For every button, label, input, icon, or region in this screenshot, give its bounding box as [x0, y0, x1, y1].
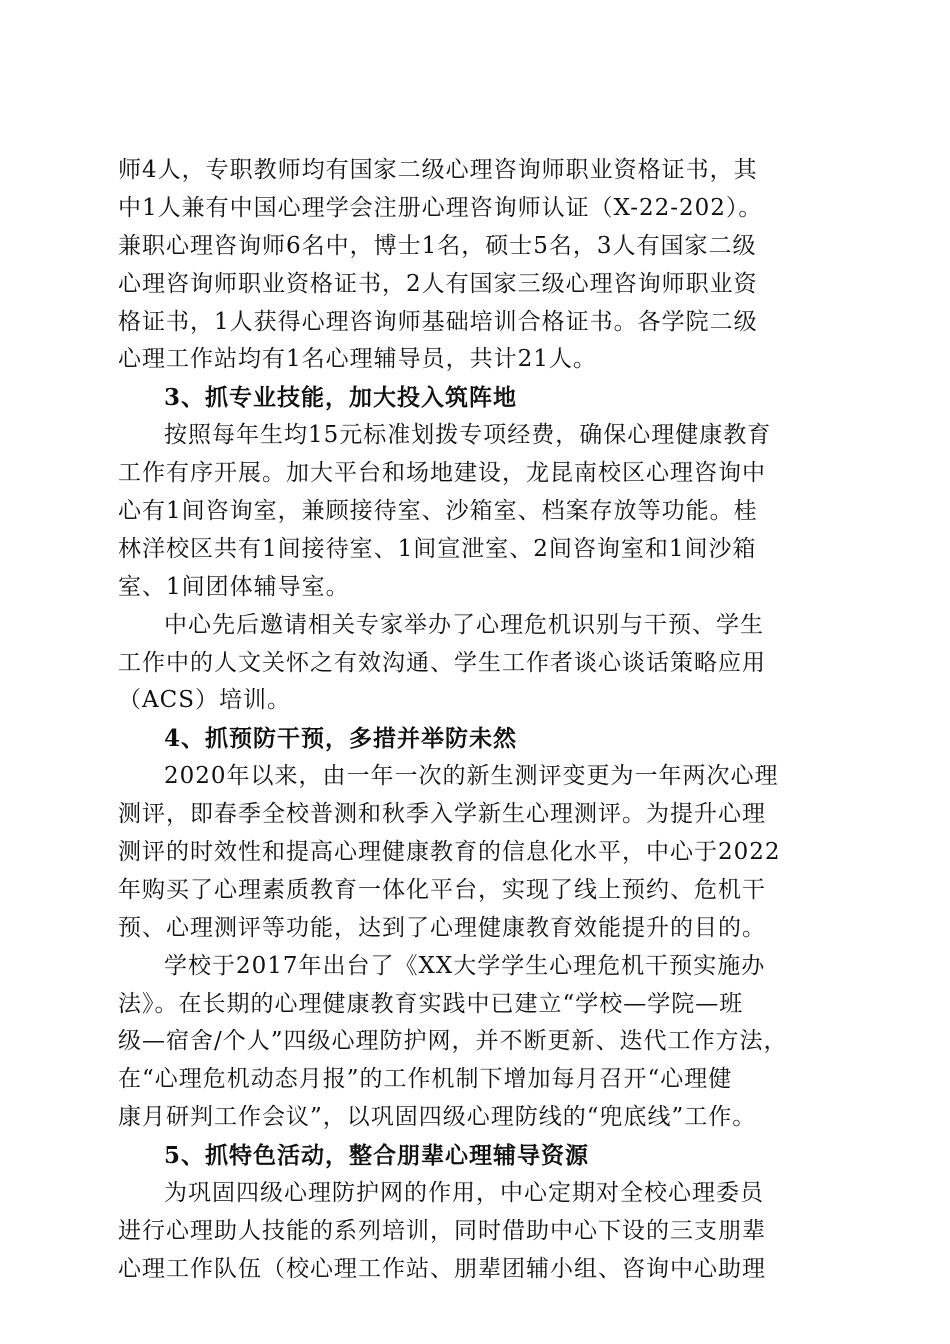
text-line: 进行心理助人技能的系列培训，同时借助中心下设的三支朋辈 — [118, 1217, 766, 1244]
text-line: 法》。在长期的心理健康教育实践中已建立“学校—学院—班 — [118, 990, 744, 1017]
paragraph-funding-facilities — [118, 417, 828, 606]
text-line: 年购买了心理素质教育一体化平台，实现了线上预约、危机干 — [118, 876, 766, 903]
text-line: 心理工作队伍（校心理工作站、朋辈团辅小组、咨询中心助理 — [118, 1255, 766, 1282]
text-line: 林洋校区共有1间接待室、1间宣泄室、2间咨询室和1间沙箱 — [118, 535, 757, 562]
paragraph-expert-training — [118, 607, 828, 721]
text-line: 格证书，1人获得心理咨询师基础培训合格证书。各学院二级 — [118, 308, 758, 335]
section-heading-3: 3、抓专业技能，加大投入筑阵地 — [164, 384, 518, 412]
text-line: 级—宿舍/个人”四级心理防护网，并不断更新、迭代工作方法， — [118, 1028, 788, 1055]
text-line: 师4人，专职教师均有国家二级心理咨询师职业资格证书，其 — [118, 157, 758, 183]
text-line: 心有1间咨询室，兼顾接待室、沙箱室、档案存放等功能。桂 — [118, 498, 758, 525]
paragraph-assessment — [118, 758, 828, 947]
text-line: 在“心理危机动态月报”的工作机制下增加每月召开“心理健 — [118, 1066, 733, 1093]
text-line: 康月研判工作会议”，以巩固四级心理防线的“兜底线”工作。 — [118, 1104, 757, 1131]
text-line: 中1人兼有中国心理学会注册心理咨询师认证（X-22-202）。 — [118, 194, 763, 221]
text-line: 兼职心理咨询师6名中，博士1名，硕士5名，3人有国家二级 — [118, 232, 757, 259]
text-line: 工作中的人文关怀之有效沟通、学生工作者谈心谈话策略应用 — [118, 649, 766, 676]
text-line: 为巩固四级心理防护网的作用，中心定期对全校心理委员 — [164, 1180, 764, 1207]
text-line: 预、心理测评等功能，达到了心理健康教育效能提升的目的。 — [118, 914, 766, 941]
section-heading-5: 5、抓特色活动，整合朋辈心理辅导资源 — [164, 1142, 590, 1170]
text-line: （ACS）培训。 — [118, 687, 291, 714]
paragraph-peer-counseling — [118, 1175, 828, 1289]
text-line: 测评，即春季全校普测和秋季入学新生心理测评。为提升心理 — [118, 801, 766, 828]
text-line: 按照每年生均15元标准划拨专项经费，确保心理健康教育 — [164, 422, 772, 449]
text-line: 心理工作站均有1名心理辅导员，共计21人。 — [118, 346, 597, 373]
text-line: 工作有序开展。加大平台和场地建设，龙昆南校区心理咨询中 — [118, 460, 766, 487]
paragraph-staff-qualifications — [118, 152, 828, 379]
document-page — [118, 152, 828, 1289]
text-line: 室、1间团体辅导室。 — [118, 573, 350, 600]
section-heading-4: 4、抓预防干预，多措并举防未然 — [164, 725, 518, 753]
text-line: 2020年以来，由一年一次的新生测评变更为一年两次心理 — [164, 763, 779, 790]
text-line: 心理咨询师职业资格证书，2人有国家三级心理咨询师职业资 — [118, 270, 758, 297]
text-line: 学校于2017年出台了《XX大学学生心理危机干预实施办 — [164, 952, 766, 979]
text-line: 测评的时效性和提高心理健康教育的信息化水平，中心于2022 — [118, 839, 781, 866]
text-line: 中心先后邀请相关专家举办了心理危机识别与干预、学生 — [164, 611, 764, 638]
paragraph-crisis-intervention — [118, 948, 828, 1137]
